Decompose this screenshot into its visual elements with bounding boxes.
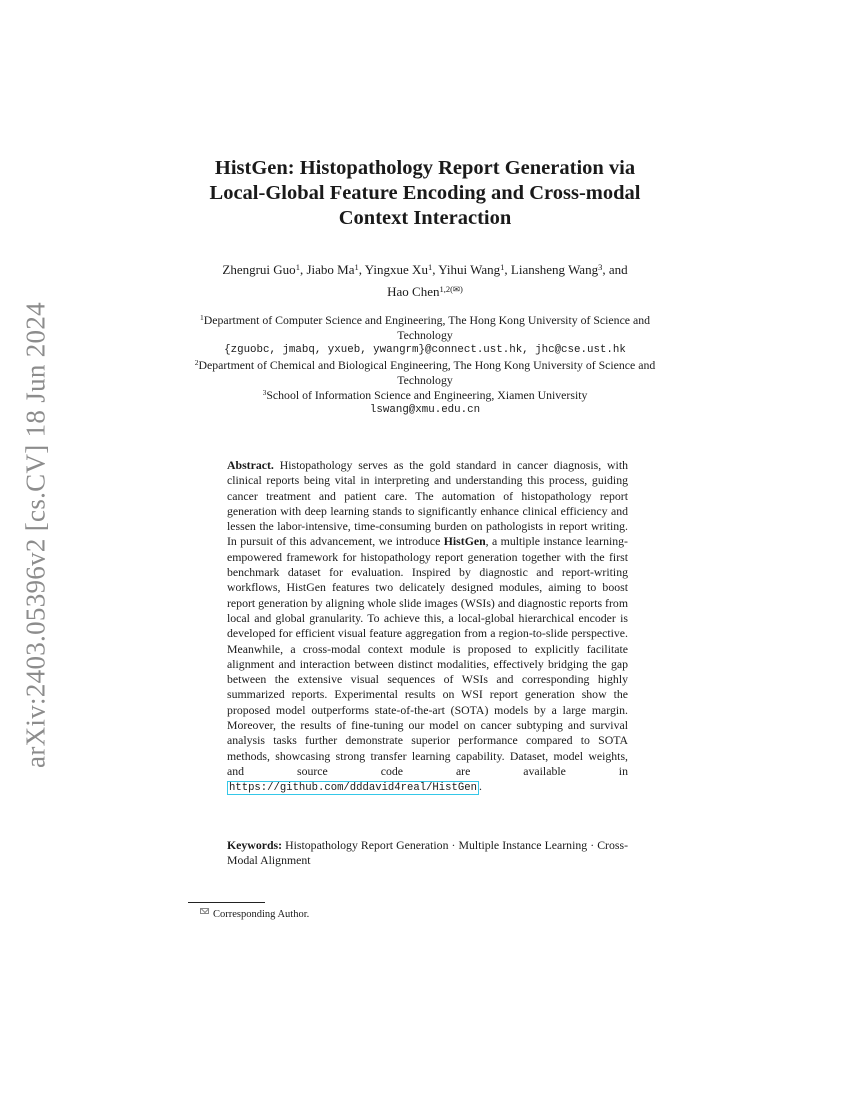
corresponding-mark: (✉) [450,284,463,294]
paper-title [150,156,700,231]
abstract-end: . [478,779,482,794]
abstract-text-2: , a multiple instance learning-empowered framework for histopathology report generation together with the first benchmark dataset for evaluation. Inspired by diagnostic and report-writing workflows, HistGen features two delicately designed modules, aiming to boost report generation by aligning whole slide images (WSIs) and diagnostic reports from local and global granularity. To achieve this, a local-global hierarchical encoder is developed for efficient visual feature aggregation from a region-to-slide perspective. Meanwhile, a cross-modal context module is proposed to explicitly facilitate alignment and interaction between distinct modalities, effectively bridging the gap between the extensive visual sequences of WSIs and corresponding highly summarized reports. Experimental results on WSI report generation show the proposed model outperforms state-of-the-art (SOTA) models by a large margin. Moreover, the results of fine-tuning our model on cancer subtyping and survival analysis tasks further demonstrate superior performance compared to SOTA methods, showcasing strong transfer learning capability. Dataset, model weights, and source code are available in [227,534,628,778]
abstract [227,458,628,797]
keywords [227,838,628,869]
affiliation-2: $^2$Department of Chemical and Biological Engineering, The Hong Kong University of Science and Technology [194,358,656,387]
envelope-icon [200,908,209,914]
emails-1[interactable]: {zguobc, jmabq, yxueb, ywangrm}@connect.ust.hk, jhc@cse.ust.hk [224,344,626,356]
author: Jiabo Ma$^1$, [306,262,365,277]
footnote-rule [188,902,265,903]
author: Yihui Wang$^1$, [438,262,511,277]
abstract-bold-name: HistGen [443,534,486,549]
author: Zhengrui Guo$^1$, [222,262,307,277]
abstract-label: Abstract. [227,458,274,472]
author: Hao Chen$^{1,2(✉)}$ [387,284,463,299]
emails-3[interactable]: lswang@xmu.edu.cn [369,404,481,416]
affiliations [180,313,670,418]
keywords-text: Histopathology Report Generation · Multiple Instance Learning · Cross-Modal Alignment [227,838,628,868]
affiliation-1: $^1$Department of Computer Science and Engineering, The Hong Kong University of Science and Technology [199,313,651,342]
footnote [200,908,309,922]
title-line-2: Local-Global Feature Encoding and Cross-modal [209,182,641,204]
author: Liansheng Wang$^3$, and [510,262,628,277]
footnote-text: Corresponding Author. [213,909,310,920]
author: Yingxue Xu$^1$, [364,262,439,277]
abstract-text-1: Histopathology serves as the gold standard in cancer diagnosis, with clinical reports being vital in interpreting and understanding this process, guiding cancer treatment and patient care. The automation of histopathology report generation with deep learning stands to significantly enhance clinical efficiency and lessen the labor-intensive, time-consuming burden on pathologists in report writing. In pursuit of this advancement, we introduce [227,458,629,549]
keywords-label: Keywords: [227,838,283,852]
github-link[interactable]: https://github.com/dddavid4real/HistGen [229,782,477,795]
author-list [150,259,700,303]
arxiv-identifier[interactable]: arXiv:2403.05396v2 [cs.CV] 18 Jun 2024 [20,302,51,768]
title-line-3: Context Interaction [338,207,512,229]
title-line-1: HistGen: Histopathology Report Generation via [214,157,636,179]
affiliation-3: $^3$School of Information Science and Engineering, Xiamen University [262,388,588,402]
